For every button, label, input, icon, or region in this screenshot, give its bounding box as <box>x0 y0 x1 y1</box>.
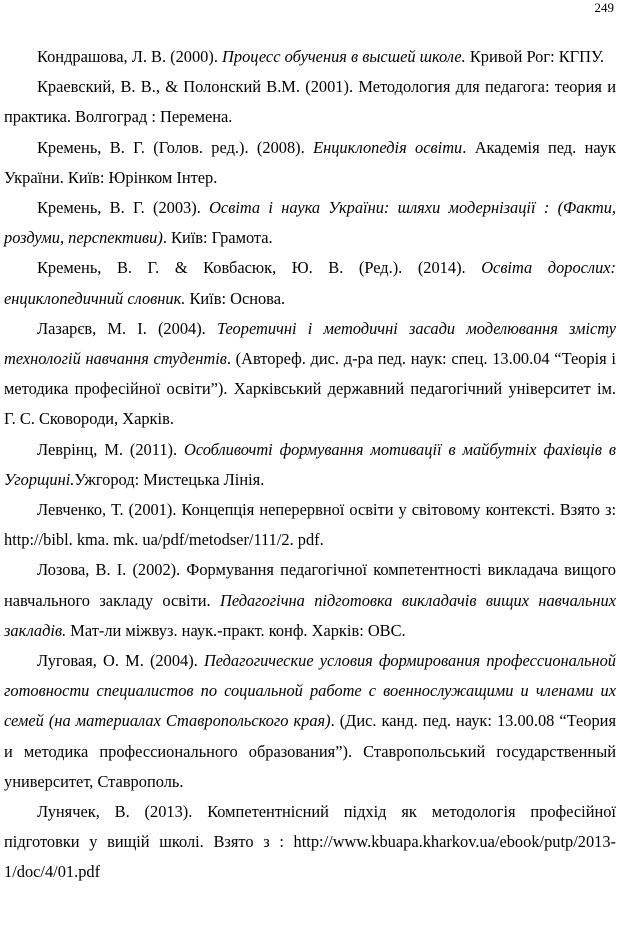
reference-entry: Леврінц, М. (2011). Особливочті формування мотивації в майбутніх фахівців в Угорщині.Ужгород: Мистецька Лінія. <box>4 439 616 489</box>
reference-entry: Лазарєв, М. І. (2004). Теоретичні і методичні засади моделювання змісту технологій навчання студентів. (Автореф. дис. д-ра пед. наук: спец. 13.00.04 “Теорія і методика професійної освіти”). Харківський державний педагогічний університет ім. Г. С. Сковороди, Харків. <box>4 318 617 429</box>
reference-entry: Левченко, Т. (2001). Концепція неперервної освіти у світовому контексті. Взято з: http://bibl. kma. mk. ua/pdf/metodser/111/2. pdf. <box>4 500 616 550</box>
reference-entry: Кондрашова, Л. В. (2000). Процесс обучения в высшей школе. Кривой Рог: КГПУ. <box>37 47 605 66</box>
reference-entry: Лунячек, В. (2013). Компетентнісний підхід як методологія професійної підготовки у вищій школі. Взято з : http://www.kbuapa.kharkov.ua/ebook/putp/2013-1/doc/4/01.pdf <box>4 802 616 882</box>
page-number: 249 <box>594 0 614 15</box>
reference-entry: Кремень, В. Г. (2003). Освіта і наука України: шляхи модернізації : (Факти, роздуми, перспективи). Київ: Грамота. <box>4 198 616 248</box>
reference-entry: Лозова, В. І. (2002). Формування педагогічної компетентності викладача вищого навчального закладу освіти. Педагогічна підготовка викладачів вищих навчальних закладів. Мат-ли міжвуз. наук.-практ. конф. Харків: ОВС. <box>4 560 617 640</box>
reference-list <box>4 42 616 888</box>
reference-entry: Кремень, В. Г. & Ковбасюк, Ю. В. (Ред.). (2014). Освіта дорослих: енциклопедичний словник. Київ: Основа. <box>4 258 617 308</box>
reference-entry: Луговая, О. М. (2004). Педагогические условия формирования профессиональной готовности специалистов по социальной работе с военнослужащими и членами их семей (на материалах Ставропольского края). (Дис. канд. пед. наук: 13.00.08 “Теория и методика профессионального образования”). Ставропольський государственный университет, Ставрополь. <box>4 651 616 791</box>
reference-entry: Краевский, В. В., & Полонский В.М. (2001). Методология для педагога: теория и практика. Волгоград : Перемена. <box>4 77 616 127</box>
reference-entry: Кремень, В. Г. (Голов. ред.). (2008). Енциклопедія освіти. Академія пед. наук України. Київ: Юрінком Інтер. <box>4 137 616 187</box>
